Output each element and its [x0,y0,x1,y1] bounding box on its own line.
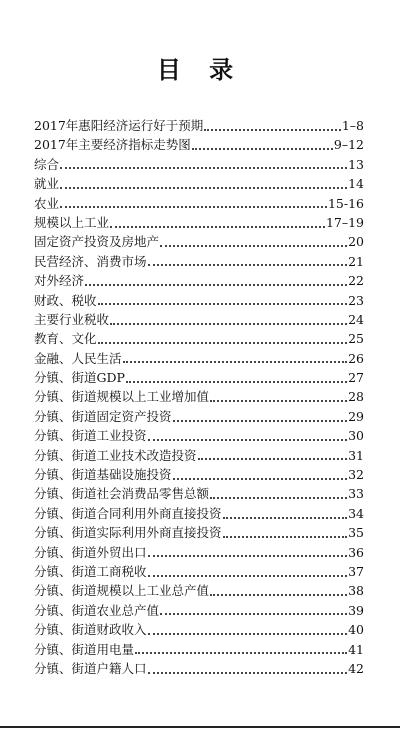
toc-entry-page: 22 [348,273,364,289]
toc-entry-label: 分镇、街道工商税收 [34,563,147,579]
toc-entry[interactable] [34,659,364,678]
toc-entry-label: 农业 [34,195,60,211]
toc-entry-page: 15-16 [327,195,364,211]
dot-leader [148,633,348,635]
dot-leader [123,361,348,363]
toc-entry-label: 主要行业税收 [34,311,110,327]
dot-leader [98,342,348,344]
toc-entry-label: 分镇、街道固定资产投资 [34,408,172,424]
toc-entry-label: 固定资产投资及房地产 [34,234,160,250]
toc-entry-page: 27 [348,370,364,386]
toc-entry[interactable] [34,291,364,310]
dot-leader [192,148,333,150]
toc-entry-label: 教育、文化 [34,331,97,347]
bottom-rule [0,726,400,728]
toc-entry-page: 42 [348,660,364,676]
toc-entry[interactable] [34,387,364,406]
toc-entry-page: 9–12 [333,137,364,153]
toc-entry[interactable] [34,620,364,639]
toc-entry-page: 40 [348,622,364,638]
toc-entry-label: 分镇、街道工业投资 [34,428,147,444]
toc-entry-page: 39 [348,602,364,618]
toc-entry[interactable] [34,523,364,542]
toc-entry-label: 分镇、街道规模以上工业总产值 [34,583,210,599]
dot-leader [60,206,327,208]
dot-leader [148,672,348,674]
toc-entry-page: 1–8 [341,118,364,133]
toc-entry-page: 33 [348,486,364,502]
toc-entry[interactable] [34,252,364,271]
toc-entry-page: 37 [348,563,364,579]
toc-entry-page: 31 [348,447,364,463]
toc-entry-page: 23 [348,292,364,308]
toc-entry-page: 20 [348,234,364,250]
toc-entry[interactable] [34,194,364,213]
dot-leader [110,323,347,325]
toc-entry[interactable] [34,232,364,251]
toc-entry-page: 17–19 [325,214,364,230]
toc-entry[interactable] [34,504,364,523]
toc-entry-page: 41 [348,641,364,657]
toc-entry-label: 分镇、街道农业总产值 [34,602,160,618]
dot-leader [148,555,348,557]
toc-entry[interactable] [34,310,364,329]
toc-entry[interactable] [34,174,364,193]
toc-entry-page: 24 [348,311,364,327]
toc-entry[interactable] [34,407,364,426]
toc-entry-label: 分镇、街道用电量 [34,641,135,657]
dot-leader [110,226,325,228]
toc-entry-label: 分镇、街道户籍人口 [34,660,147,676]
toc-entry-label: 对外经济 [34,273,85,289]
dot-leader [148,264,348,266]
toc-entry[interactable] [34,446,364,465]
dot-leader [223,517,348,519]
toc-entry[interactable] [34,329,364,348]
toc-entry-page: 36 [348,544,364,560]
table-of-contents [34,116,364,678]
toc-entry[interactable] [34,213,364,232]
dot-leader [223,536,348,538]
toc-entry-label: 规模以上工业 [34,214,110,230]
toc-entry-label: 分镇、街道财政收入 [34,622,147,638]
toc-entry-label: 分镇、街道基础设施投资 [34,467,172,483]
dot-leader [60,187,347,189]
toc-entry-page: 13 [348,156,364,172]
dot-leader [60,167,347,169]
dot-leader [210,400,347,402]
toc-entry-label: 分镇、街道规模以上工业增加值 [34,389,210,405]
toc-entry-label: 分镇、街道合同利用外商直接投资 [34,505,222,521]
toc-entry[interactable] [34,543,364,562]
dot-leader [160,245,347,247]
dot-leader [210,497,347,499]
toc-entry-label: 分镇、街道实际利用外商直接投资 [34,525,222,541]
toc-entry[interactable] [34,271,364,290]
dot-leader [148,575,348,577]
toc-entry[interactable] [34,562,364,581]
dot-leader [98,303,348,305]
toc-entry[interactable] [34,484,364,503]
dot-leader [160,613,347,615]
toc-entry[interactable] [34,581,364,600]
toc-entry-page: 28 [348,389,364,405]
toc-entry-page: 30 [348,428,364,444]
toc-entry[interactable] [34,640,364,659]
dot-leader [135,652,347,654]
toc-entry[interactable] [34,116,364,135]
toc-entry-page: 26 [348,350,364,366]
dot-leader [85,284,347,286]
dot-leader [204,129,341,131]
page-title: 目 录 [156,56,244,84]
toc-entry-label: 财政、税收 [34,292,97,308]
dot-leader [210,594,347,596]
toc-entry-page: 32 [348,467,364,483]
toc-entry-label: 综合 [34,156,60,172]
toc-entry-page: 25 [348,331,364,347]
dot-leader [198,458,348,460]
toc-entry-label: 2017年惠阳经济运行好于预期 [34,118,204,133]
dot-leader [126,381,347,383]
toc-entry-label: 分镇、街道社会消费品零售总额 [34,486,210,502]
toc-entry[interactable] [34,368,364,387]
toc-entry-page: 34 [348,505,364,521]
toc-entry-label: 民营经济、消费市场 [34,253,147,269]
toc-entry[interactable] [34,349,364,368]
toc-entry-label: 分镇、街道外贸出口 [34,544,147,560]
toc-entry-label: 金融、人民生活 [34,350,122,366]
toc-entry-page: 14 [348,176,364,192]
toc-entry-page: 35 [348,525,364,541]
toc-entry-label: 2017年主要经济指标走势图 [34,137,191,153]
toc-entry[interactable] [34,465,364,484]
toc-entry-page: 38 [348,583,364,599]
toc-entry[interactable] [34,601,364,620]
dot-leader [148,439,348,441]
toc-entry-label: 分镇、街道工业技术改造投资 [34,447,197,463]
dot-leader [173,478,348,480]
toc-entry-page: 21 [348,253,364,269]
toc-entry[interactable] [34,426,364,445]
toc-entry-label: 就业 [34,176,60,192]
dot-leader [173,420,348,422]
toc-entry[interactable] [34,135,364,154]
toc-entry[interactable] [34,155,364,174]
toc-entry-label: 分镇、街道GDP [34,370,125,386]
toc-entry-page: 29 [348,408,364,424]
